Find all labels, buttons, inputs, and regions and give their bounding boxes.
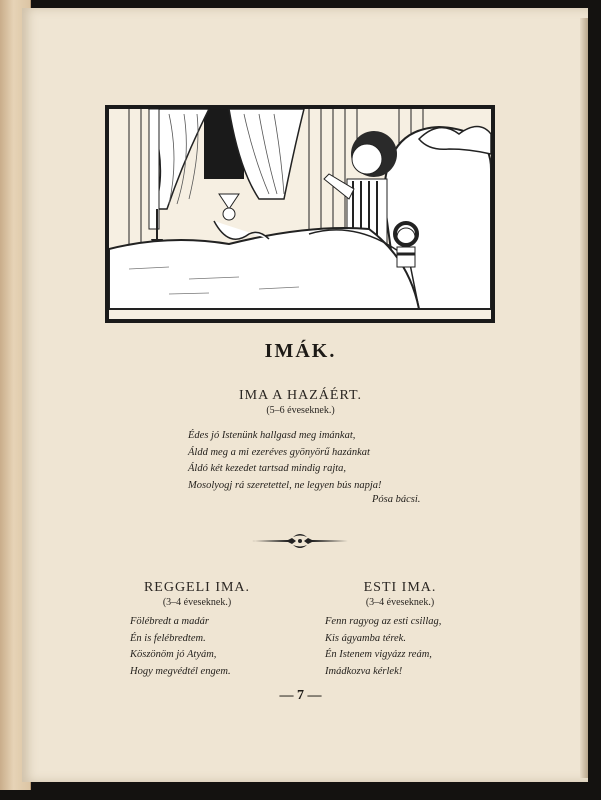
ornament-divider — [252, 531, 348, 551]
poem1-title: IMA A HAZÁÉRT. — [239, 388, 362, 403]
poem1-verse — [188, 428, 382, 494]
poem2-verse — [130, 614, 231, 680]
poem1-line: Áldd meg a mi ezeréves gyönyörű hazánkat — [188, 446, 370, 458]
poem3-line: Fenn ragyog az esti csillag, — [325, 616, 442, 627]
praying-child-illustration — [105, 105, 495, 323]
poem2-subtitle: (3–4 éveseknek.) — [162, 597, 232, 608]
page-number: — 7 — — [279, 688, 322, 703]
poem2-line: Hogy megvédtél engem. — [130, 665, 231, 677]
poem3-line: Én Istenem vigyázz reám, — [325, 649, 432, 661]
poem3-line: Imádkozva kérlek! — [325, 665, 403, 677]
poem2-line: Fölébredt a madár — [130, 616, 209, 627]
poem3-subtitle: (3–4 éveseknek.) — [365, 597, 435, 608]
poem2-line: Én is felébredtem. — [130, 632, 206, 644]
poem1-line: Édes jó Istenünk hallgasd meg imánkat, — [188, 430, 356, 441]
poem3-title: ESTI IMA. — [363, 580, 437, 595]
illustration-drawing — [109, 109, 491, 319]
poem2-line: Köszönöm jó Atyám, — [130, 649, 217, 661]
poem1-author: Pósa bácsi. — [372, 494, 421, 505]
poem1-subtitle: (5–6 éveseknek.) — [266, 405, 335, 416]
poem2-title: REGGELI IMA. — [143, 580, 251, 595]
page-heading: IMÁK. — [264, 340, 337, 362]
poem1-line: Áldó két kezedet tartsad mindig rajta, — [188, 463, 347, 475]
poem3-verse — [325, 614, 441, 680]
poem3-line: Kis ágyamba térek. — [325, 632, 406, 644]
poem1-line: Mosolyogj rá szeretettel, ne legyen bús napja! — [188, 479, 382, 491]
